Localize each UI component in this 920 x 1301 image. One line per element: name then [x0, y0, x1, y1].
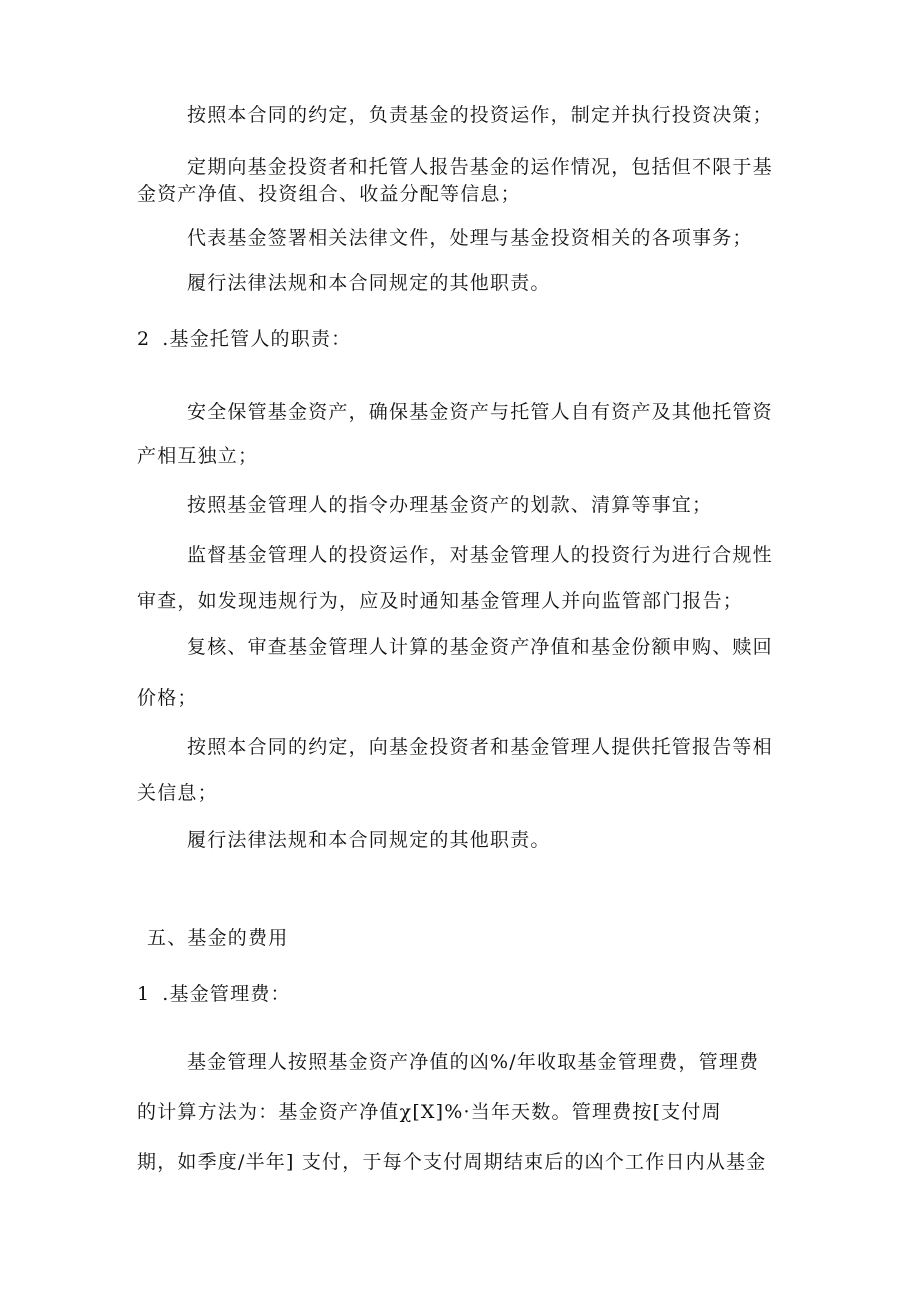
- section-number: 2: [137, 328, 151, 350]
- manager-duty-line: 代表基金签署相关法律文件，处理与基金投资相关的各项事务；: [187, 227, 753, 249]
- management-fee-line: 的计算方法为：基金资产净值χ[X]%·当年天数。管理费按[支付周: [137, 1101, 722, 1123]
- manager-duty-line: 按照本合同的约定，负责基金的投资运作，制定并执行投资决策；: [187, 104, 773, 126]
- custodian-duty-line: 安全保管基金资产，确保基金资产与托管人自有资产及其他托管资: [187, 401, 773, 423]
- section-number: 1: [137, 983, 151, 1005]
- chapter-heading: 五、基金的费用: [147, 927, 289, 949]
- manager-duty-line: 金资产净值、投资组合、收益分配等信息；: [137, 183, 521, 205]
- custodian-duty-line: 产相互独立；: [137, 445, 259, 467]
- manager-duty-line: 定期向基金投资者和托管人报告基金的运作情况，包括但不限于基: [187, 156, 773, 178]
- manager-duty-line: 履行法律法规和本合同规定的其他职责。: [187, 272, 551, 294]
- section-title: .基金管理费：: [162, 983, 291, 1005]
- management-fee-line: 期，如季度/半年] 支付，于每个支付周期结束后的凶个工作日内从基金: [137, 1151, 767, 1173]
- custodian-duty-line: 监督基金管理人的投资运作，对基金管理人的投资行为进行合规性: [187, 544, 773, 566]
- custodian-duty-line: 审查，如发现违规行为，应及时通知基金管理人并向监管部门报告；: [137, 590, 744, 612]
- section-title: .基金托管人的职责：: [162, 328, 352, 350]
- custodian-duty-line: 关信息；: [137, 782, 218, 804]
- custodian-duty-line: 履行法律法规和本合同规定的其他职责。: [187, 829, 551, 851]
- management-fee-line: 基金管理人按照基金资产净值的凶%/年收取基金管理费，管理费: [187, 1051, 760, 1073]
- custodian-duty-line: 复核、审查基金管理人计算的基金资产净值和基金份额申购、赎回: [187, 636, 773, 658]
- custodian-duty-line: 价格；: [137, 687, 198, 709]
- custodian-duty-line: 按照基金管理人的指令办理基金资产的划款、清算等事宜；: [187, 494, 713, 516]
- custodian-duty-line: 按照本合同的约定，向基金投资者和基金管理人提供托管报告等相: [187, 736, 773, 758]
- management-fee-heading: [137, 982, 291, 1006]
- custodian-section-heading: [137, 327, 351, 351]
